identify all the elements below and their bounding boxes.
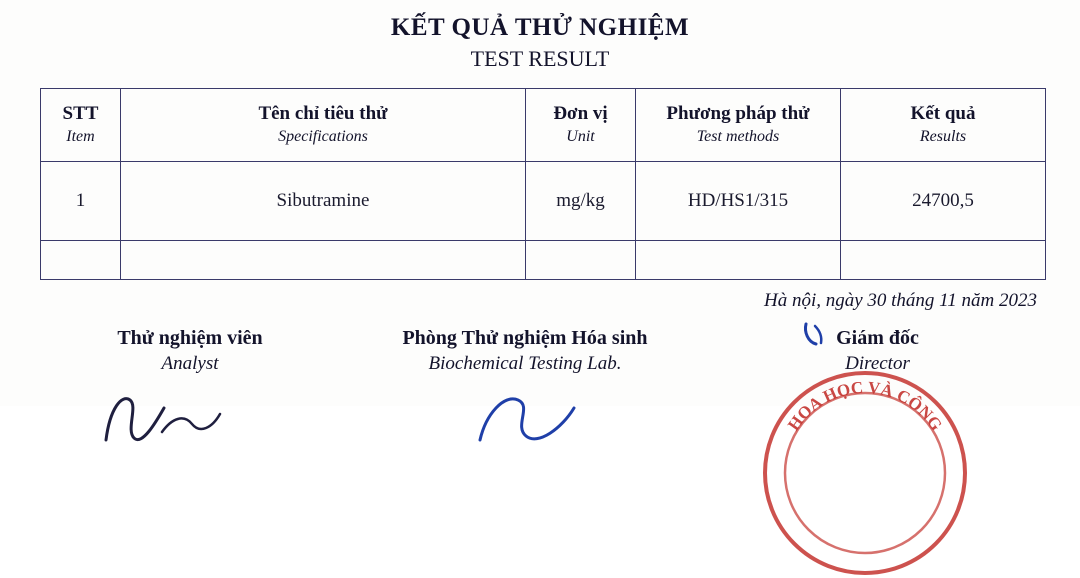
cell-unit-empty	[526, 241, 636, 280]
signature-columns	[40, 326, 1045, 376]
column-header-unit-vi: Đơn vị	[553, 103, 608, 125]
signature-block-director	[710, 326, 1045, 376]
table-row	[41, 162, 1046, 241]
results-table-wrapper	[40, 88, 1045, 280]
column-header-test-methods-en: Test methods	[696, 128, 780, 146]
column-header-results-vi: Kết quả	[910, 103, 976, 125]
place-and-date: Hà nội, ngày 30 tháng 11 năm 2023	[763, 290, 1037, 311]
pen-flourish-icon	[802, 320, 832, 350]
signature-area	[40, 286, 1045, 406]
signature-lab-vi: Phòng Thử nghiệm Hóa sinh	[402, 327, 648, 349]
table-row-empty	[41, 241, 1046, 280]
svg-text:HOA HỌC VÀ CÔNG: HOA HỌC VÀ CÔNG	[783, 377, 947, 435]
column-header-test-methods	[636, 89, 841, 162]
signature-analyst-en: Analyst	[161, 353, 219, 374]
page-title-vi: KẾT QUẢ THỬ NGHIỆM	[390, 14, 690, 41]
cell-item: 1	[41, 162, 121, 241]
cell-result-empty	[841, 241, 1046, 280]
column-header-specifications	[121, 89, 526, 162]
table-header-row	[41, 89, 1046, 162]
cell-method: HD/HS1/315	[636, 162, 841, 241]
results-table-header	[41, 89, 1046, 162]
signature-director-en: Director	[845, 353, 910, 374]
signature-block-analyst	[40, 326, 340, 376]
column-header-unit-en: Unit	[566, 128, 595, 146]
column-header-item-en: Item	[66, 128, 95, 146]
signature-director-vi: Giám đốc	[836, 327, 919, 349]
document-title-block	[0, 0, 1080, 72]
results-table	[40, 88, 1046, 280]
cell-specification-empty	[121, 241, 526, 280]
column-header-results-en: Results	[919, 128, 967, 146]
column-header-unit	[526, 89, 636, 162]
column-header-specifications-vi: Tên chỉ tiêu thử	[258, 103, 388, 125]
cell-item-empty	[41, 241, 121, 280]
cell-unit: mg/kg	[526, 162, 636, 241]
column-header-item-vi: STT	[62, 103, 99, 125]
page-title-en: TEST RESULT	[470, 46, 610, 71]
column-header-test-methods-vi: Phương pháp thử	[666, 103, 810, 125]
cell-method-empty	[636, 241, 841, 280]
cell-specification: Sibutramine	[121, 162, 526, 241]
column-header-results	[841, 89, 1046, 162]
signature-block-lab	[340, 326, 710, 376]
results-table-body	[41, 162, 1046, 280]
cell-result: 24700,5	[841, 162, 1046, 241]
column-header-item	[41, 89, 121, 162]
column-header-specifications-en: Specifications	[278, 128, 368, 146]
signature-analyst-vi: Thử nghiệm viên	[117, 327, 263, 349]
signature-director-vi-wrap	[710, 326, 1045, 350]
signature-lab-en: Biochemical Testing Lab.	[428, 353, 622, 374]
